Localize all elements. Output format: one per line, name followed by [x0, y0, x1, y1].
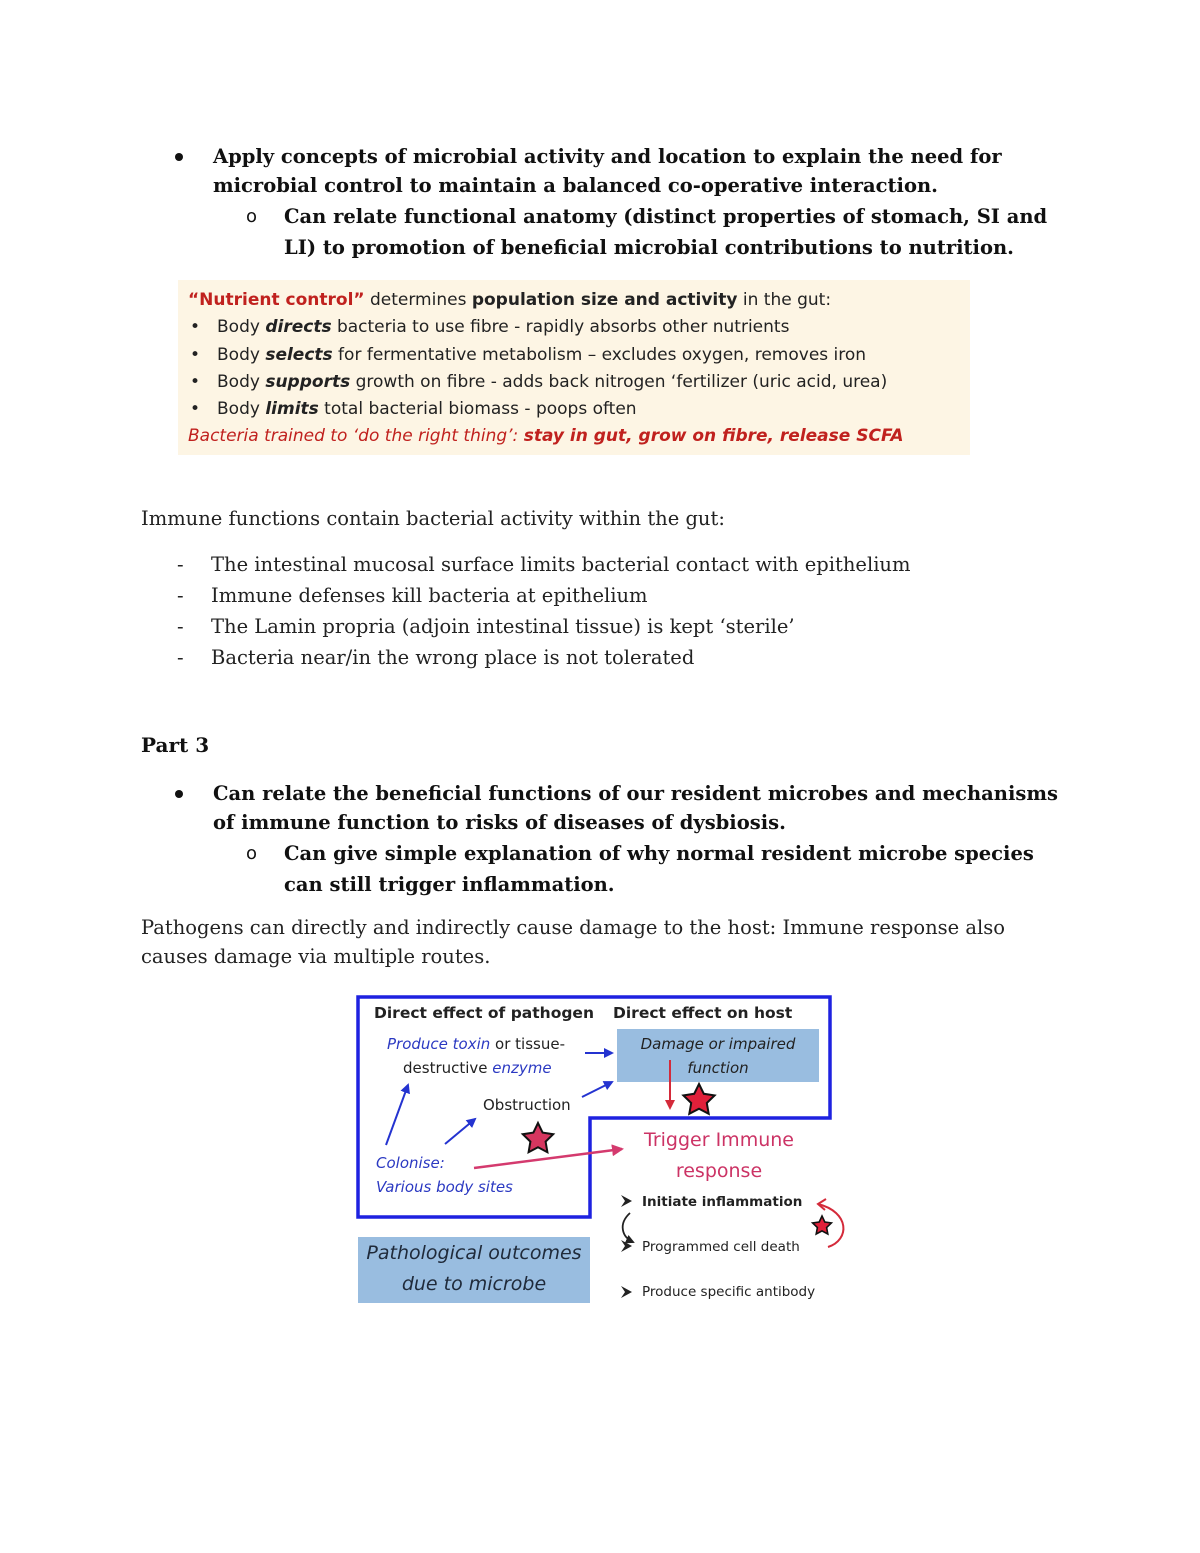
host-header: Direct effect on host	[613, 1004, 793, 1022]
item-prefix: Body	[217, 344, 266, 365]
list-item	[141, 580, 911, 611]
list-item	[141, 642, 911, 673]
sub-bullet-item	[141, 838, 1061, 900]
dash-marker: -	[177, 553, 184, 576]
dash-marker: -	[177, 615, 184, 638]
star-icon	[523, 1123, 553, 1152]
title-suffix: in the gut:	[737, 290, 832, 310]
pathogen-effects-diagram	[350, 992, 850, 1304]
bullet-text: Can relate the beneficial functions of our resident microbes and mechanisms of immune function to risks of diseases of dysbiosis.	[213, 782, 1058, 834]
immune-list	[141, 549, 911, 673]
item-text: total bacterial biomass - poops often	[318, 399, 637, 420]
item-prefix: Body	[217, 371, 266, 392]
item-verb: selects	[265, 344, 333, 365]
nutrient-item-supports	[188, 369, 970, 396]
bullet-dot-icon	[175, 790, 183, 798]
toxin-label-line2	[403, 1059, 552, 1077]
sub-bullet-marker: o	[246, 206, 258, 227]
outcome-label-line2: due to microbe	[401, 1273, 547, 1295]
item-verb: directs	[265, 317, 332, 338]
response-bullet-icon	[621, 1286, 632, 1298]
footer-lead: Bacteria trained to ‘do the right thing’:	[188, 426, 524, 447]
item-text: for fermentative metabolism – excludes oxygen, removes iron	[332, 344, 867, 365]
star-icon	[683, 1084, 714, 1114]
response-initiate-inflammation: Initiate inflammation	[642, 1194, 803, 1210]
nutrient-control-term: “Nutrient control”	[188, 290, 365, 310]
item-prefix: Body	[217, 317, 266, 338]
immune-intro: Immune functions contain bacterial activity within the gut:	[141, 507, 725, 530]
bullet-dot-icon: •	[190, 371, 201, 392]
star-icon	[813, 1216, 832, 1234]
nutrient-control-box	[178, 280, 970, 455]
nutrient-box-footer	[188, 423, 970, 450]
damage-label-line1: Damage or impaired	[640, 1035, 796, 1053]
sub-bullet-item	[141, 201, 1061, 263]
bullet-dot-icon: •	[190, 344, 201, 365]
destructive-text: destructive	[403, 1059, 493, 1077]
learning-objective-part3	[141, 779, 1061, 900]
trigger-label-line1: Trigger Immune	[644, 1129, 794, 1151]
nutrient-item-directs	[188, 314, 970, 341]
obstruction-label: Obstruction	[483, 1096, 571, 1114]
response-specific-antibody: Produce specific antibody	[642, 1284, 816, 1300]
arrow-obstruction-to-damage	[582, 1082, 612, 1097]
item-text: bacteria to use fibre - rapidly absorbs other nutrients	[331, 317, 790, 338]
item-verb: supports	[265, 371, 351, 392]
nutrient-item-selects	[188, 342, 970, 369]
enzyme-term: enzyme	[492, 1059, 552, 1077]
item-text: growth on fibre - adds back nitrogen ‘fertilizer (uric acid, urea)	[350, 371, 888, 392]
list-item	[141, 549, 911, 580]
response-bullet-icon	[621, 1195, 632, 1207]
population-size-term: population size and activity	[471, 290, 738, 310]
title-connector: determines	[364, 290, 472, 310]
toxin-term: Produce toxin	[387, 1035, 491, 1053]
toxin-label-line1	[387, 1035, 565, 1053]
colonise-label-line2: Various body sites	[376, 1178, 513, 1196]
dash-marker: -	[177, 584, 184, 607]
damage-label-line2: function	[687, 1059, 749, 1077]
list-item-text: The intestinal mucosal surface limits bacterial contact with epithelium	[211, 553, 911, 576]
arrow-colonise-to-obstruction	[445, 1119, 475, 1144]
trigger-label-line2: response	[675, 1160, 763, 1182]
cell-death-curve-arrow	[623, 1213, 633, 1242]
bullet-item	[141, 142, 1061, 200]
sub-bullet-marker: o	[246, 843, 258, 864]
dash-marker: -	[177, 646, 184, 669]
list-item-text: Bacteria near/in the wrong place is not tolerated	[211, 646, 695, 669]
list-item-text: The Lamin propria (adjoin intestinal tissue) is kept ‘sterile’	[211, 615, 795, 638]
part3-heading: Part 3	[141, 733, 210, 757]
item-prefix: Body	[217, 399, 266, 420]
bullet-dot-icon: •	[190, 399, 201, 420]
sub-bullet-text: Can give simple explanation of why normal resident microbe species can still trigger inflammation.	[284, 842, 1034, 896]
sub-bullet-text: Can relate functional anatomy (distinct properties of stomach, SI and LI) to promotion of beneficial microbial contributions to nutrition.	[284, 205, 1048, 259]
list-item-text: Immune defenses kill bacteria at epithelium	[211, 584, 648, 607]
nutrient-item-limits	[188, 396, 970, 423]
nutrient-box-title	[188, 287, 970, 314]
response-programmed-cell-death: Programmed cell death	[642, 1239, 800, 1255]
footer-emphasis: stay in gut, grow on fibre, release SCFA	[523, 426, 904, 447]
arrow-colonise-to-toxin	[386, 1085, 408, 1145]
bullet-item	[141, 779, 1061, 837]
bullet-dot-icon	[175, 153, 183, 161]
outcome-label-line1: Pathological outcomes	[366, 1242, 582, 1264]
colonise-label-line1: Colonise:	[376, 1154, 445, 1172]
list-item	[141, 611, 911, 642]
toxin-connector: or tissue-	[490, 1035, 565, 1053]
bullet-dot-icon: •	[190, 317, 201, 338]
learning-objective-1	[141, 142, 1061, 263]
item-verb: limits	[265, 399, 319, 420]
pathogen-header: Direct effect of pathogen	[374, 1004, 594, 1022]
response-bullet-icon	[621, 1240, 632, 1252]
pathogen-paragraph: Pathogens can directly and indirectly cause damage to the host: Immune response also causes damage via multiple routes.	[141, 916, 1005, 968]
bullet-text: Apply concepts of microbial activity and location to explain the need for microbial control to maintain a balanced co-operative interaction.	[213, 145, 1002, 197]
